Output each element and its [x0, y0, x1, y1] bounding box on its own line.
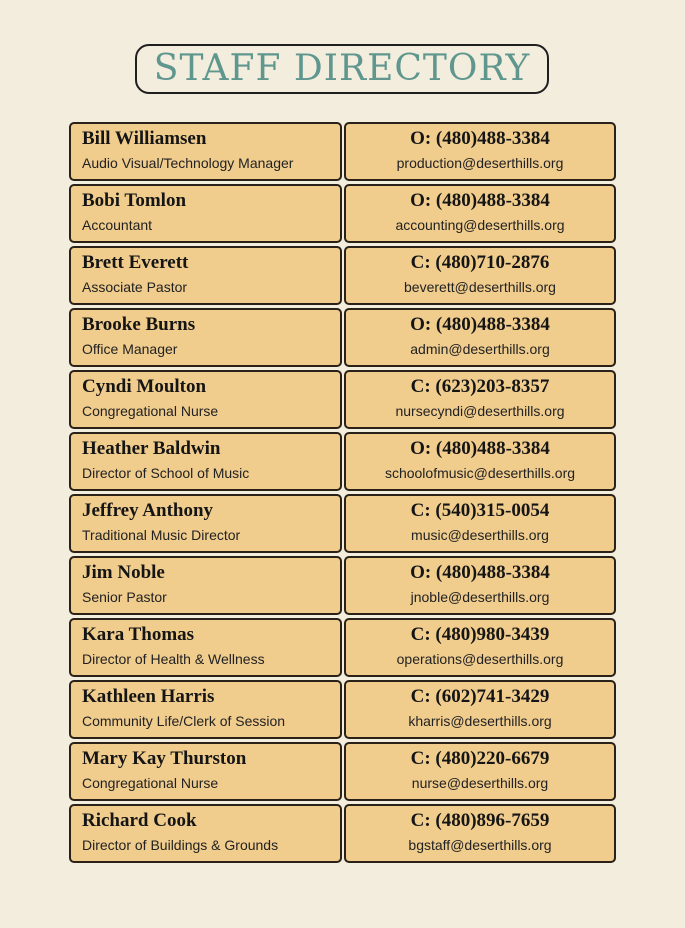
title-banner — [135, 44, 549, 94]
staff-name: Jeffrey Anthony — [82, 500, 214, 521]
staff-role: Director of School of Music — [82, 465, 250, 481]
staff-info-cell — [69, 494, 342, 553]
staff-contact-cell — [344, 618, 616, 677]
staff-phone: C: (602)741-3429 — [410, 686, 550, 707]
staff-role: Community Life/Clerk of Session — [82, 713, 286, 729]
staff-contact-cell — [344, 308, 616, 367]
staff-email: beverett@deserthills.org — [404, 279, 556, 295]
staff-info-cell — [69, 246, 342, 305]
staff-role: Director of Buildings & Grounds — [82, 837, 279, 853]
staff-role: Director of Health & Wellness — [82, 651, 265, 667]
staff-row — [69, 246, 616, 305]
staff-phone: C: (480)980-3439 — [410, 624, 550, 645]
staff-email: jnoble@deserthills.org — [410, 589, 550, 605]
staff-row — [69, 308, 616, 367]
staff-contact-cell — [344, 742, 616, 801]
staff-email: kharris@deserthills.org — [408, 713, 552, 729]
staff-info-cell — [69, 618, 342, 677]
staff-role: Associate Pastor — [82, 279, 188, 295]
page-title: STAFF DIRECTORY — [153, 48, 531, 89]
staff-email: operations@deserthills.org — [396, 651, 564, 667]
staff-name: Kathleen Harris — [82, 686, 215, 707]
staff-phone: C: (480)710-2876 — [410, 252, 550, 273]
staff-phone: O: (480)488-3384 — [410, 562, 550, 583]
staff-email: music@deserthills.org — [411, 527, 549, 543]
staff-contact-cell — [344, 680, 616, 739]
staff-row — [69, 556, 616, 615]
staff-phone: O: (480)488-3384 — [410, 190, 550, 211]
staff-name: Jim Noble — [82, 562, 165, 583]
staff-phone: C: (480)896-7659 — [410, 810, 550, 831]
staff-contact-cell — [344, 184, 616, 243]
staff-info-cell — [69, 184, 342, 243]
staff-row — [69, 432, 616, 491]
staff-phone: O: (480)488-3384 — [410, 438, 550, 459]
staff-email: schoolofmusic@deserthills.org — [384, 465, 576, 481]
staff-row — [69, 184, 616, 243]
staff-role: Senior Pastor — [82, 589, 167, 605]
staff-info-cell — [69, 742, 342, 801]
staff-contact-cell — [344, 804, 616, 863]
staff-row — [69, 742, 616, 801]
staff-contact-cell — [344, 122, 616, 181]
staff-phone: C: (480)220-6679 — [410, 748, 550, 769]
staff-phone: C: (540)315-0054 — [410, 500, 550, 521]
staff-info-cell — [69, 370, 342, 429]
staff-name: Bobi Tomlon — [82, 190, 187, 211]
staff-name: Cyndi Moulton — [82, 376, 207, 397]
staff-info-cell — [69, 804, 342, 863]
staff-role: Accountant — [82, 217, 153, 233]
staff-role: Audio Visual/Technology Manager — [82, 155, 294, 171]
staff-contact-cell — [344, 494, 616, 553]
staff-email: nurse@deserthills.org — [411, 775, 549, 791]
staff-directory-table — [69, 122, 616, 866]
staff-email: bgstaff@deserthills.org — [408, 837, 552, 853]
staff-email: nursecyndi@deserthills.org — [395, 403, 565, 419]
staff-contact-cell — [344, 370, 616, 429]
staff-row — [69, 494, 616, 553]
staff-role: Congregational Nurse — [82, 403, 219, 419]
staff-name: Mary Kay Thurston — [82, 748, 247, 769]
staff-email: admin@deserthills.org — [410, 341, 550, 357]
staff-name: Heather Baldwin — [82, 438, 221, 459]
staff-contact-cell — [344, 432, 616, 491]
staff-row — [69, 804, 616, 863]
staff-name: Brooke Burns — [82, 314, 196, 335]
staff-row — [69, 680, 616, 739]
staff-phone: O: (480)488-3384 — [410, 314, 550, 335]
staff-name: Brett Everett — [82, 252, 189, 273]
staff-phone: C: (623)203-8357 — [410, 376, 550, 397]
staff-contact-cell — [344, 556, 616, 615]
staff-row — [69, 618, 616, 677]
staff-row — [69, 370, 616, 429]
staff-info-cell — [69, 556, 342, 615]
staff-email: production@deserthills.org — [396, 155, 564, 171]
staff-name: Kara Thomas — [82, 624, 195, 645]
staff-info-cell — [69, 308, 342, 367]
staff-info-cell — [69, 680, 342, 739]
staff-name: Richard Cook — [82, 810, 197, 831]
staff-info-cell — [69, 432, 342, 491]
staff-row — [69, 122, 616, 181]
staff-contact-cell — [344, 246, 616, 305]
staff-role: Office Manager — [82, 341, 178, 357]
staff-role: Traditional Music Director — [82, 527, 241, 543]
staff-role: Congregational Nurse — [82, 775, 219, 791]
staff-info-cell — [69, 122, 342, 181]
staff-email: accounting@deserthills.org — [395, 217, 565, 233]
staff-phone: O: (480)488-3384 — [410, 128, 550, 149]
staff-name: Bill Williamsen — [82, 128, 207, 149]
